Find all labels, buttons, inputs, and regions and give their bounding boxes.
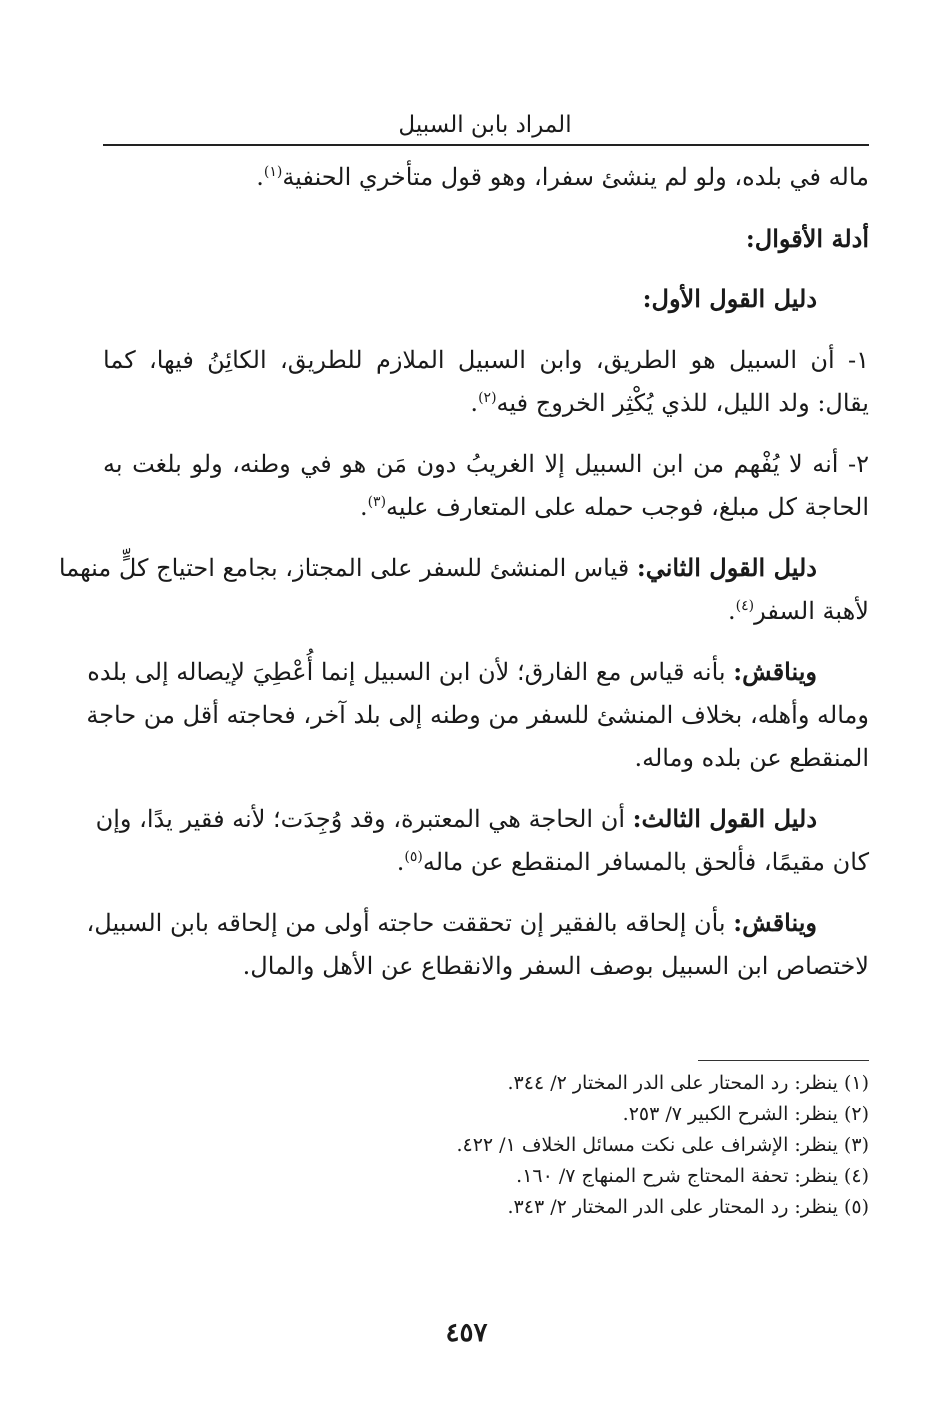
text-line: لاختصاص ابن السبيل بوصف السفر والانقطاع عن الأهل والمال. — [242, 952, 869, 980]
text-span: بأن إلحاقه بالفقير إن تحققت حاجته أولى من إلحاقه بابن السبيل، — [86, 909, 734, 937]
text-span: لأهبة السفر — [754, 597, 869, 625]
text-span: . — [359, 493, 368, 521]
subsection-heading: دليل القول الأول: — [642, 284, 817, 313]
footnote-ref: (٥) — [404, 849, 423, 865]
footnote: (٥) ينظر: رد المحتار على الدر المختار ٢/ ٣٤٣. — [507, 1196, 869, 1218]
footnote-separator — [698, 1060, 869, 1061]
text-line — [103, 388, 869, 418]
inline-heading: ويناقش: — [733, 908, 817, 937]
inline-heading: دليل القول الثاني: — [636, 553, 817, 582]
text-line: المنقطع عن بلده وماله. — [634, 744, 869, 772]
text-line — [87, 657, 869, 687]
text-line: ٢- أنه لا يُفْهم من ابن السبيل إلا الغريبُ دون مَن هو في وطنه، ولو بلغت به — [103, 450, 869, 478]
inline-heading: ويناقش: — [733, 657, 817, 686]
text-line: ١- أن السبيل هو الطريق، وابن السبيل الملازم للطريق، الكائِنُ فيها، كما — [103, 346, 869, 374]
footnote: (٣) ينظر: الإشراف على نكت مسائل الخلاف ١/ ٤٢٢. — [456, 1134, 869, 1156]
text-span: . — [470, 389, 479, 417]
footnote: (٢) ينظر: الشرح الكبير ٧/ ٢٥٣. — [622, 1103, 869, 1125]
text-line — [95, 804, 869, 834]
footnote: (١) ينظر: رد المحتار على الدر المختار ٢/ ٣٤٤. — [507, 1072, 869, 1094]
main-text — [58, 162, 869, 981]
text-line — [103, 847, 869, 877]
running-header: المراد بابن السبيل — [398, 112, 572, 138]
text-line — [58, 553, 869, 583]
text-span: أن الحاجة هي المعتبرة، وقد وُجِدَت؛ لأنه فقير يدًا، وإن — [95, 805, 633, 833]
footnote: (٤) ينظر: تحفة المحتاج شرح المنهاج ٧/ ١٦٠. — [516, 1165, 869, 1187]
text-span: بأنه قياس مع الفارق؛ لأن ابن السبيل إنما أُعْطِيَ لإيصاله إلى بلده — [87, 658, 734, 686]
section-heading: أدلة الأقوال: — [745, 224, 869, 253]
text-line — [103, 162, 869, 192]
footnote-ref: (٤) — [735, 598, 755, 614]
text-span: ماله في بلده، ولو لم ينشئ سفرا، وهو قول متأخري الحنفية — [282, 163, 869, 191]
footnote-ref: (٣) — [367, 494, 387, 510]
text-span: . — [396, 848, 405, 876]
text-line — [103, 492, 869, 522]
text-span: قياس المنشئ للسفر على المجتاز، بجامع احتياج كلٍّ منهما — [58, 554, 637, 582]
text-line — [86, 908, 869, 938]
inline-heading: دليل القول الثالث: — [632, 804, 817, 833]
footnote-ref: (٢) — [478, 390, 497, 406]
text-span: . — [728, 597, 736, 625]
page-number: ٤٥٧ — [445, 1318, 488, 1348]
text-span: الحاجة كل مبلغ، فوجب حمله على المتعارف عليه — [386, 493, 869, 521]
footnotes — [103, 1068, 869, 1223]
footnote-ref: (١) — [263, 164, 283, 180]
text-span: يقال: ولد الليل، للذي يُكْثِر الخروج فيه — [496, 389, 869, 417]
text-span: كان مقيمًا، فألحق بالمسافر المنقطع عن ماله — [422, 848, 869, 876]
text-span: . — [256, 163, 264, 191]
header-rule — [103, 144, 869, 146]
text-line: وماله وأهله، بخلاف المنشئ للسفر من وطنه إلى بلد آخر، فحاجته أقل من حاجة — [86, 701, 869, 729]
text-line — [103, 596, 869, 626]
